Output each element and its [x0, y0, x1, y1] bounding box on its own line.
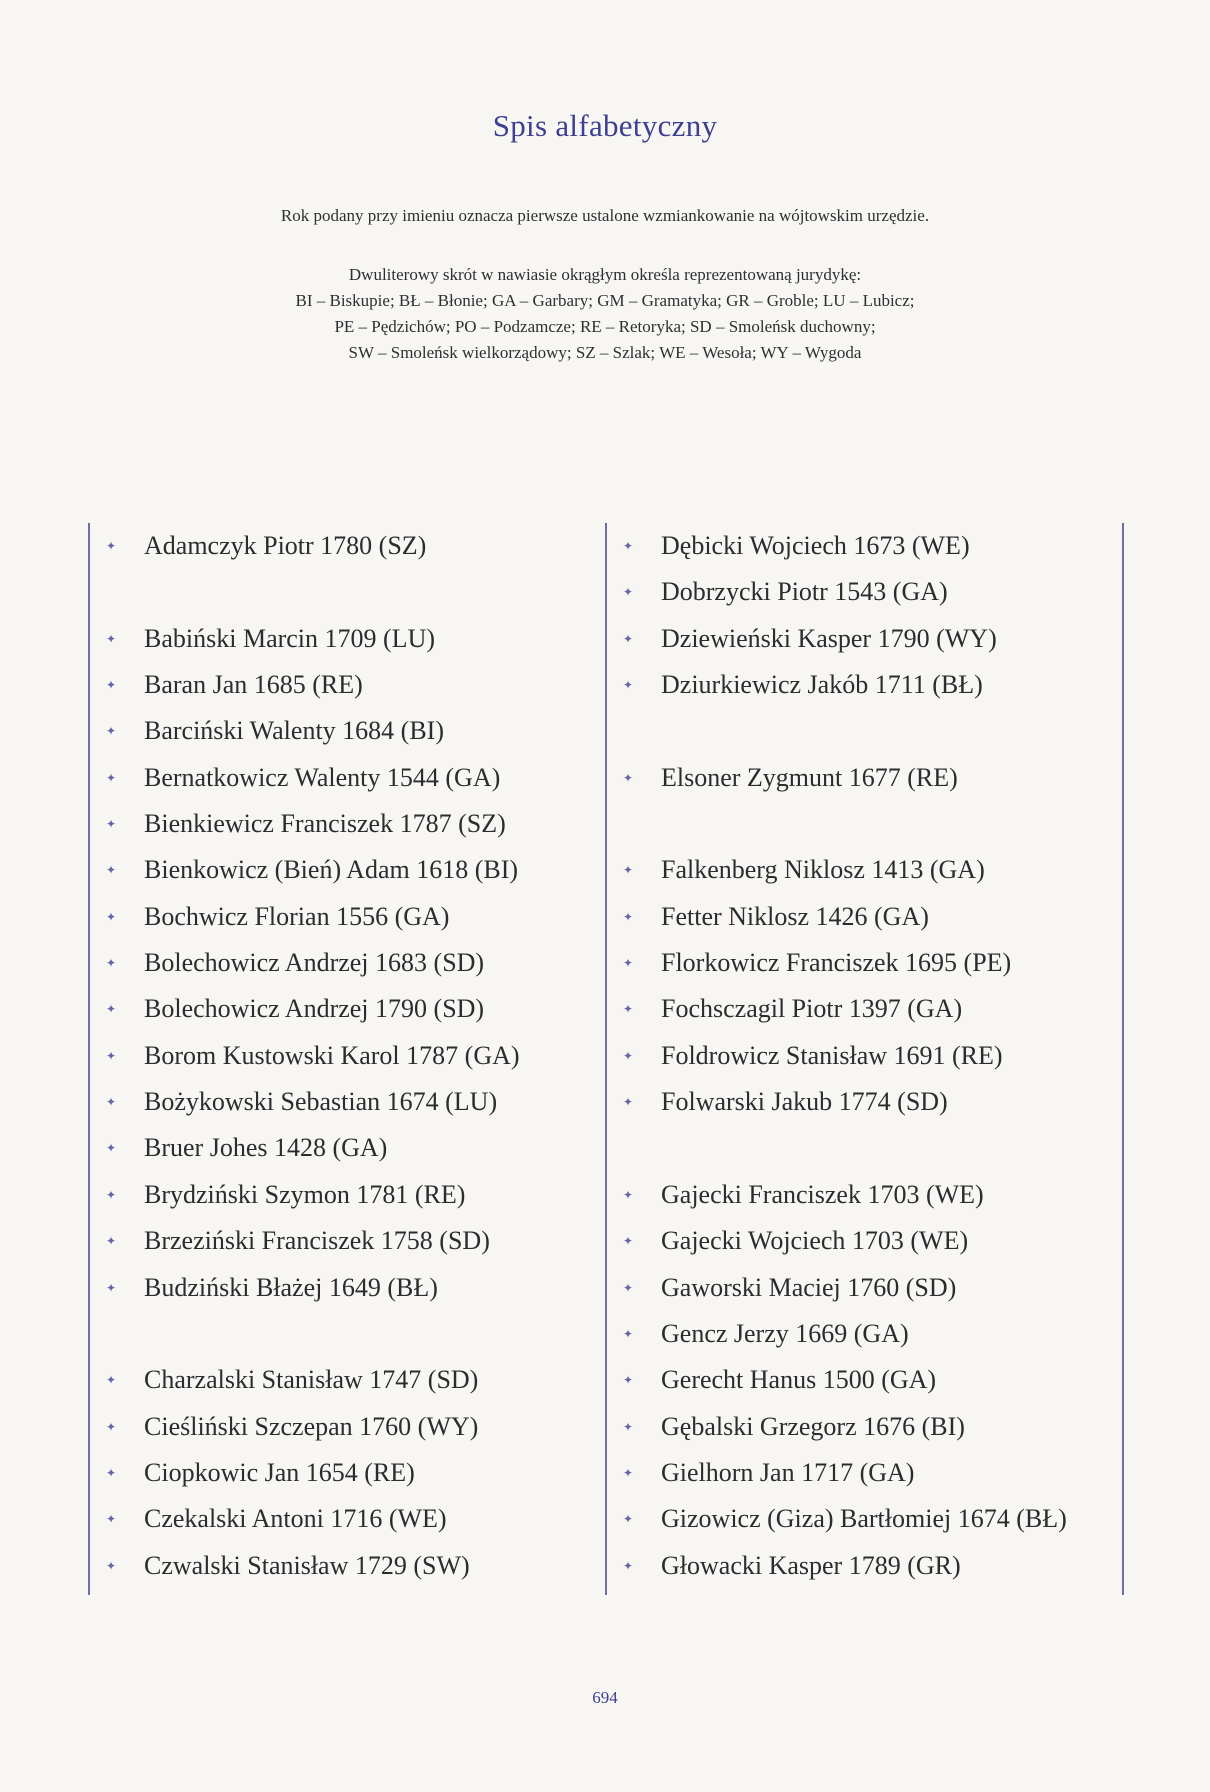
bullet-icon: ✦: [106, 863, 117, 878]
index-entry: [607, 523, 1122, 569]
index-entry: [607, 1357, 1122, 1403]
legend-line: PE – Pędzichów; PO – Podzamcze; RE – Retoryka; SD – Smoleńsk duchowny;: [334, 317, 876, 336]
index-entry: [90, 1172, 605, 1218]
entry-text: Gizowicz (Giza) Bartłomiej 1674 (BŁ): [661, 1504, 1067, 1534]
entry-text: Gerecht Hanus 1500 (GA): [661, 1365, 937, 1395]
index-entry: [607, 1404, 1122, 1450]
entry-text: Bożykowski Sebastian 1674 (LU): [144, 1087, 498, 1117]
entry-text: Adamczyk Piotr 1780 (SZ): [144, 531, 427, 560]
letter-group-gap: [90, 1311, 605, 1357]
index-entry: [607, 1543, 1122, 1589]
entry-text: Głowacki Kasper 1789 (GR): [661, 1550, 961, 1580]
index-entry: [90, 894, 605, 940]
index-entry: [607, 1311, 1122, 1357]
index-entry: [607, 1079, 1122, 1125]
bullet-icon: ✦: [623, 1234, 634, 1249]
entry-text: Dziurkiewicz Jakób 1711 (BŁ): [661, 670, 983, 700]
bullet-icon: ✦: [623, 909, 634, 924]
entry-text: Bienkiewicz Franciszek 1787 (SZ): [144, 809, 506, 839]
entry-text: Florkowicz Franciszek 1695 (PE): [661, 948, 1012, 978]
entry-text: Dobrzycki Piotr 1543 (GA): [661, 577, 948, 607]
bullet-icon: ✦: [106, 631, 117, 646]
index-entry: [90, 1450, 605, 1496]
index-entry: [607, 1172, 1122, 1218]
index-entry: [607, 1218, 1122, 1264]
bullet-icon: ✦: [623, 539, 634, 553]
index-entry: [607, 894, 1122, 940]
index-entry: [90, 708, 605, 754]
bullet-icon: ✦: [106, 1141, 117, 1156]
bullet-icon: ✦: [106, 539, 117, 553]
bullet-icon: ✦: [623, 1326, 634, 1341]
entry-text: Barciński Walenty 1684 (BI): [144, 716, 444, 746]
entry-text: Gaworski Maciej 1760 (SD): [661, 1272, 957, 1302]
index-entry: [90, 1404, 605, 1450]
index-entry: [607, 1450, 1122, 1496]
entry-text: Dębicki Wojciech 1673 (WE): [661, 531, 970, 560]
index-entry: [607, 662, 1122, 708]
bullet-icon: ✦: [106, 1512, 117, 1527]
entry-text: Bienkowicz (Bień) Adam 1618 (BI): [144, 855, 519, 885]
entry-text: Folwarski Jakub 1774 (SD): [661, 1087, 948, 1117]
bullet-icon: ✦: [106, 1048, 117, 1063]
entry-text: Falkenberg Niklosz 1413 (GA): [661, 855, 985, 885]
index-entry: [607, 940, 1122, 986]
index-entry: [607, 569, 1122, 615]
bullet-icon: ✦: [623, 1465, 634, 1480]
bullet-icon: ✦: [106, 817, 117, 832]
entry-text: Czekalski Antoni 1716 (WE): [144, 1504, 447, 1534]
entry-text: Bernatkowicz Walenty 1544 (GA): [144, 762, 501, 792]
bullet-icon: ✦: [623, 631, 634, 646]
index-entry: [90, 847, 605, 893]
bullet-icon: ✦: [106, 1280, 117, 1295]
bullet-icon: ✦: [623, 1280, 634, 1295]
index-entry: [607, 1265, 1122, 1311]
bullet-icon: ✦: [623, 1048, 634, 1063]
entry-text: Gielhorn Jan 1717 (GA): [661, 1457, 915, 1487]
letter-group-gap: [607, 1125, 1122, 1171]
entry-text: Babiński Marcin 1709 (LU): [144, 623, 436, 653]
bullet-icon: ✦: [106, 1095, 117, 1110]
year-note: Rok podany przy imieniu oznacza pierwsze ustalone wzmiankowanie na wójtowskim urzędzie.: [280, 206, 930, 225]
index-entry: [90, 616, 605, 662]
entry-text: Gajecki Franciszek 1703 (WE): [661, 1179, 984, 1209]
entry-text: Cieśliński Szczepan 1760 (WY): [144, 1411, 479, 1441]
index-entry: [90, 1033, 605, 1079]
legend-line: Dwuliterowy skrót w nawiasie okrągłym określa reprezentowaną jurydykę:: [348, 265, 862, 284]
bullet-icon: ✦: [623, 1373, 634, 1388]
index-entry: [90, 1543, 605, 1589]
bullet-icon: ✦: [623, 956, 634, 971]
index-entry: [90, 986, 605, 1032]
entry-text: Bruer Johes 1428 (GA): [144, 1133, 388, 1163]
letter-group-gap: [90, 569, 605, 615]
index-entry: [90, 755, 605, 801]
entry-text: Brydziński Szymon 1781 (RE): [144, 1179, 466, 1209]
bullet-icon: ✦: [106, 1373, 117, 1388]
entry-text: Bolechowicz Andrzej 1683 (SD): [144, 948, 485, 978]
entry-text: Gębalski Grzegorz 1676 (BI): [661, 1411, 965, 1441]
bullet-icon: ✦: [623, 863, 634, 878]
bullet-icon: ✦: [623, 1558, 634, 1573]
index-entry: [90, 523, 605, 569]
index-entry: [607, 1496, 1122, 1542]
bullet-icon: ✦: [106, 956, 117, 971]
letter-group-gap: [607, 801, 1122, 847]
index-column-left: [88, 523, 605, 1595]
bullet-icon: ✦: [106, 724, 117, 739]
bullet-icon: ✦: [623, 1187, 634, 1202]
index-entry: [607, 847, 1122, 893]
entry-text: Fetter Niklosz 1426 (GA): [661, 901, 929, 931]
legend-line: BI – Biskupie; BŁ – Błonie; GA – Garbary; GM – Gramatyka; GR – Groble; LU – Lubicz;: [295, 291, 915, 310]
entry-text: Brzeziński Franciszek 1758 (SD): [144, 1226, 490, 1256]
bullet-icon: ✦: [106, 1558, 117, 1573]
bullet-icon: ✦: [106, 678, 117, 693]
bullet-icon: ✦: [106, 770, 117, 785]
bullet-icon: ✦: [623, 585, 634, 600]
page-number: 694: [592, 1688, 618, 1707]
entry-text: Foldrowicz Stanisław 1691 (RE): [661, 1040, 1003, 1070]
entry-text: Baran Jan 1685 (RE): [144, 670, 363, 700]
bullet-icon: ✦: [106, 909, 117, 924]
letter-group-gap: [607, 708, 1122, 754]
entry-text: Bochwicz Florian 1556 (GA): [144, 901, 450, 931]
index-entry: [90, 940, 605, 986]
bullet-icon: ✦: [106, 1234, 117, 1249]
bullet-icon: ✦: [623, 770, 634, 785]
index-entry: [90, 1079, 605, 1125]
page-title: Spis alfabetyczny: [492, 108, 718, 143]
entry-text: Elsoner Zygmunt 1677 (RE): [661, 762, 958, 792]
bullet-icon: ✦: [106, 1187, 117, 1202]
index-entry: [90, 801, 605, 847]
legend-line: SW – Smoleńsk wielkorządowy; SZ – Szlak; WE – Wesoła; WY – Wygoda: [348, 343, 862, 362]
bullet-icon: ✦: [623, 1512, 634, 1527]
entry-text: Borom Kustowski Karol 1787 (GA): [144, 1040, 520, 1070]
entry-text: Charzalski Stanisław 1747 (SD): [144, 1365, 479, 1395]
bullet-icon: ✦: [623, 678, 634, 693]
index-entry: [607, 1033, 1122, 1079]
bullet-icon: ✦: [106, 1419, 117, 1434]
index-entry: [90, 1496, 605, 1542]
index-column-right: [605, 523, 1124, 1595]
entry-text: Czwalski Stanisław 1729 (SW): [144, 1550, 470, 1580]
entry-text: Dziewieński Kasper 1790 (WY): [661, 623, 997, 653]
index-entry: [90, 1125, 605, 1171]
index-entry: [90, 1357, 605, 1403]
index-entry: [607, 755, 1122, 801]
entry-text: Budziński Błażej 1649 (BŁ): [144, 1272, 438, 1302]
entry-text: Bolechowicz Andrzej 1790 (SD): [144, 994, 485, 1024]
abbreviation-legend: [0, 262, 1210, 366]
entry-text: Gencz Jerzy 1669 (GA): [661, 1318, 909, 1348]
index-entry: [607, 616, 1122, 662]
index-entry: [90, 1218, 605, 1264]
entry-text: Ciopkowic Jan 1654 (RE): [144, 1457, 415, 1487]
bullet-icon: ✦: [106, 1465, 117, 1480]
bullet-icon: ✦: [106, 1002, 117, 1017]
index-entry: [90, 1265, 605, 1311]
entry-list-left: [90, 523, 605, 1589]
entry-text: Fochsczagil Piotr 1397 (GA): [661, 994, 963, 1024]
bullet-icon: ✦: [623, 1095, 634, 1110]
index-entry: [90, 662, 605, 708]
bullet-icon: ✦: [623, 1419, 634, 1434]
bullet-icon: ✦: [623, 1002, 634, 1017]
entry-list-right: [607, 523, 1122, 1589]
entry-text: Gajecki Wojciech 1703 (WE): [661, 1226, 969, 1256]
index-entry: [607, 986, 1122, 1032]
